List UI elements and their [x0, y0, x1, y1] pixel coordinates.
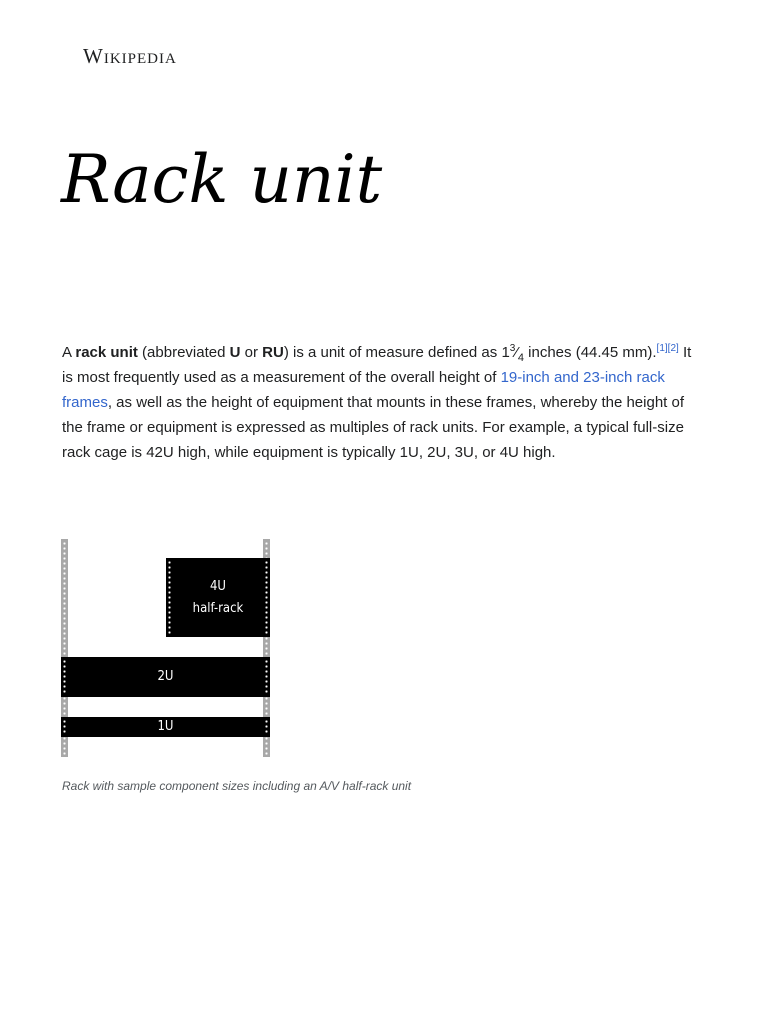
fraction-slash: ⁄: [515, 344, 518, 361]
term-u: U: [229, 344, 241, 361]
rack-diagram[interactable]: [61, 539, 273, 757]
unit-1u: [61, 717, 270, 737]
fraction-numerator: 3: [509, 343, 516, 354]
rack-frames-link[interactable]: 19-inch and 23-inch rack frames: [62, 369, 665, 411]
unit-4u-size-label: 4U: [209, 578, 226, 594]
unit-2u-label: 2U: [157, 669, 174, 684]
unit-4u-half-rack: [166, 558, 270, 637]
intro-paragraph: A rack unit (abbreviated U or RU) is a unit of measure defined as $1^3⁄_4$ inches (44.45 mm).[1][2] It is most frequently used as a measurement of the overall height of 19-inch and 23-inch rack frames, as well as the height of equipment that mounts in these frames, whereby the height of the frame or equipment is expressed as multiples of rack units. For example, a typical full-size rack cage is 42U high, while equipment is typically 1U, 2U, 3U, or 4U high.: [62, 343, 692, 461]
fraction-denominator: 4: [517, 352, 524, 364]
page-title: Rack unit: [61, 141, 383, 218]
wikipedia-wordmark[interactable]: Wikipedia: [83, 44, 177, 68]
term-ru: RU: [262, 344, 284, 361]
term-rack-unit: rack unit: [75, 344, 138, 361]
citation-1-link[interactable]: [1]: [656, 343, 668, 354]
citation-2-link[interactable]: [2]: [667, 343, 679, 354]
figure-caption: Rack with sample component sizes including an A/V half-rack unit: [62, 779, 412, 793]
unit-2u: [61, 657, 270, 697]
unit-1u-label: 1U: [157, 719, 174, 734]
unit-4u-half-rack-label: half-rack: [192, 600, 244, 616]
